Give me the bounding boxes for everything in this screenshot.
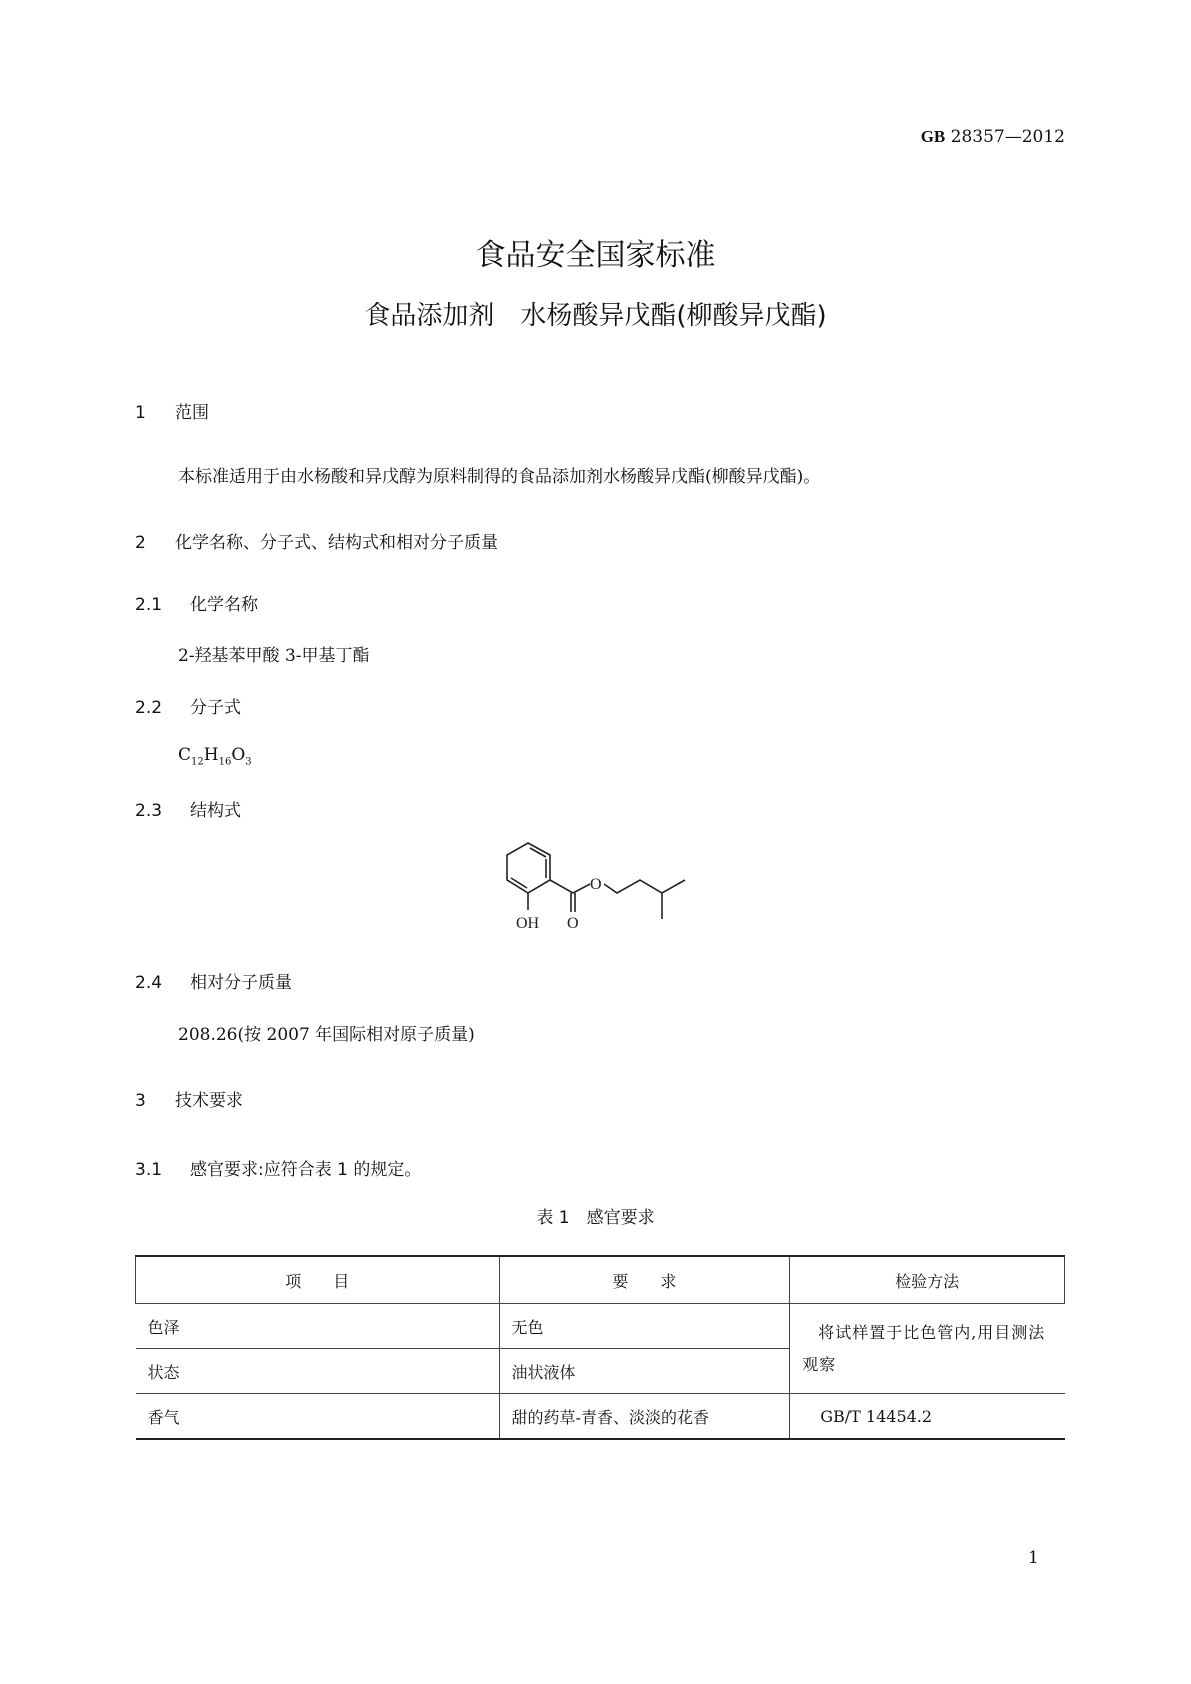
section-3-1-heading [135,1155,421,1180]
carboxyl-bond [550,880,573,893]
section-2-3-heading [135,796,241,821]
header-method: 检验方法 [790,1256,1065,1304]
section-title: 结构式 [190,801,241,821]
section-2-4-heading [135,968,292,993]
molecular-mass: 208.26(按 2007 年国际相对原子质量) [178,1025,475,1045]
table-header-row [136,1256,1065,1304]
cell-item: 状态 [136,1349,500,1394]
section-title: 感官要求:应符合表 1 的规定。 [190,1160,422,1180]
standard-code [921,127,1065,147]
section-2-2-heading [135,693,241,718]
cell-method: GB/T 14454.2 [790,1394,1065,1440]
cell-requirement: 无色 [499,1304,790,1349]
section-1-heading [135,398,209,423]
section-title: 分子式 [190,698,241,718]
table-row [136,1304,1065,1349]
page-number: 1 [1028,1548,1039,1568]
formula-o-count: 3 [245,756,252,768]
section-number: 2.4 [135,973,163,993]
formula-h-count: 16 [218,756,232,768]
section-number: 2.2 [135,698,163,718]
section-2-1-heading [135,590,258,615]
benzene-ring [507,843,550,893]
section-number: 1 [135,403,146,423]
carbonyl-o-label: O [567,915,579,932]
section-number: 2 [135,533,146,553]
header-item: 项 目 [136,1256,500,1304]
section-title: 范围 [175,403,209,423]
section-title: 相对分子质量 [190,973,292,993]
section-3-heading [135,1086,243,1111]
cell-item: 香气 [136,1394,500,1440]
section-2-heading [135,528,498,553]
formula-h: H [203,745,219,765]
cell-requirement: 甜的药草-青香、淡淡的花香 [499,1394,790,1440]
page-title: 食品安全国家标准 [475,238,716,273]
cell-requirement: 油状液体 [499,1349,790,1394]
isopentyl-chain [604,880,685,893]
section-number: 3 [135,1091,146,1111]
section-title: 技术要求 [175,1091,243,1111]
section-title: 化学名称、分子式、结构式和相对分子质量 [175,533,498,553]
sensory-requirements-table [135,1255,1065,1440]
header-requirement: 要 求 [499,1256,790,1304]
cell-method: 将试样置于比色管内,用目测法观察 [790,1304,1065,1394]
formula-c-count: 12 [191,756,204,768]
structural-formula [480,830,710,940]
chemical-name: 2-羟基苯甲酸 3-甲基丁酯 [178,646,370,666]
section-number: 2.3 [135,801,163,821]
page-subtitle: 食品添加剂 水杨酸异戊酯(柳酸异戊酯) [364,301,827,331]
formula-c: C [178,745,192,765]
standard-prefix: GB [920,127,946,146]
section-1-body: 本标准适用于由水杨酸和异戊醇为原料制得的食品添加剂水杨酸异戊酯(柳酸异戊酯)。 [178,467,821,487]
cell-item: 色泽 [136,1304,500,1349]
section-title: 化学名称 [190,595,258,615]
section-number: 3.1 [135,1160,163,1180]
table-caption: 表 1 感官要求 [536,1208,655,1228]
molecular-formula [178,745,252,767]
table-row [136,1394,1065,1440]
ester-o-label: O [590,876,602,893]
standard-number: 28357—2012 [950,127,1065,147]
oh-label: OH [516,915,540,932]
section-number: 2.1 [135,595,163,615]
ester-bond [573,884,590,893]
formula-o: O [231,745,246,765]
